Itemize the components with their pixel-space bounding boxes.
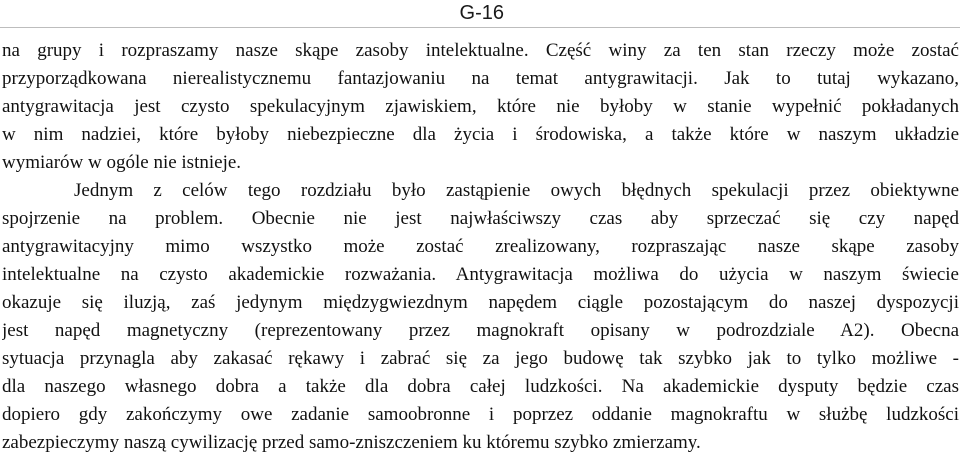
page-number: G-16 bbox=[459, 2, 504, 24]
text-line: jest napęd magnetyczny (reprezentowany przez magnokraft opisany w podrozdziale A2). Obecna bbox=[2, 320, 959, 341]
text-line: przyporządkowana nierealistycznemu fantazjowaniu na temat antygrawitacji. Jak to tutaj wykazano, bbox=[2, 68, 959, 89]
text-line: na grupy i rozpraszamy nasze skąpe zasoby intelektualne. Część winy za ten stan rzeczy może zostać bbox=[2, 40, 959, 61]
document-body bbox=[2, 37, 959, 457]
text-line: okazuje się iluzją, zaś jedynym międzygwiezdnym napędem ciągle pozostającym do naszej dyspozycji bbox=[2, 292, 959, 313]
text-line: zabezpieczymy naszą cywilizację przed samo-zniszczeniem ku któremu szybko zmierzamy. bbox=[2, 432, 701, 453]
text-line: spojrzenie na problem. Obecnie nie jest najwłaściwszy czas aby sprzeczać się czy napęd bbox=[2, 208, 959, 229]
text-line: w nim nadziei, które byłoby niebezpieczne dla życia i środowiska, a także które w naszym układzie bbox=[2, 124, 959, 145]
header-divider bbox=[0, 27, 960, 28]
text-line: sytuacja przynagla aby zakasać rękawy i zabrać się za jego budowę tak szybko jak to tylko możliwe - bbox=[2, 348, 959, 369]
text-line: dopiero gdy zakończymy owe zadanie samoobronne i poprzez oddanie magnokraftu w służbę ludzkości bbox=[2, 404, 959, 425]
page-header bbox=[0, 0, 960, 28]
text-line: antygrawitacja jest czysto spekulacyjnym zjawiskiem, które nie byłoby w stanie wypełnić pokładanych bbox=[2, 96, 959, 117]
text-line: intelektualne na czysto akademickie rozważania. Antygrawitacja możliwa do użycia w naszym świecie bbox=[2, 264, 959, 285]
text-line: Jednym z celów tego rozdziału było zastąpienie owych błędnych spekulacji przez obiektywne bbox=[74, 180, 959, 201]
text-line: antygrawitacyjny mimo wszystko może zostać zrealizowany, rozpraszając nasze skąpe zasoby bbox=[2, 236, 959, 257]
text-line: dla naszego własnego dobra a także dla dobra całej ludzkości. Na akademickie dysputy będzie czas bbox=[2, 376, 959, 397]
text-line: wymiarów w ogóle nie istnieje. bbox=[2, 152, 242, 173]
